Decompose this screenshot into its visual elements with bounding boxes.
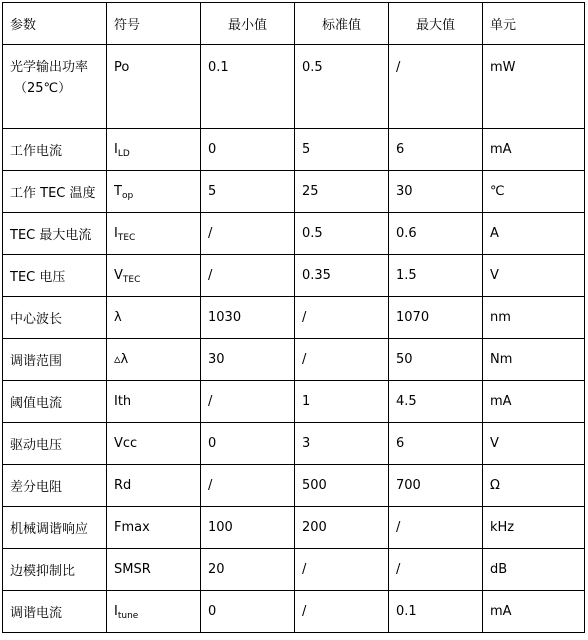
table-row <box>3 213 585 255</box>
typ-cell <box>295 297 389 339</box>
typ-cell <box>295 591 389 633</box>
symbol-text: I <box>114 226 118 241</box>
unit-cell <box>483 171 585 213</box>
max-cell <box>389 423 483 465</box>
unit-value: mW <box>490 60 516 75</box>
param-text: 边模抑制比 <box>10 564 76 579</box>
param-cell <box>3 255 107 297</box>
unit-value: A <box>490 226 499 241</box>
symbol-subscript: TEC <box>117 233 136 243</box>
max-value: / <box>396 60 401 75</box>
symbol-text: ▵λ <box>114 352 129 367</box>
min-cell <box>201 129 295 171</box>
typ-value: 0.5 <box>302 60 323 75</box>
header-min: 最小值 <box>201 3 295 45</box>
symbol-cell <box>107 507 201 549</box>
param-text: 调谐电流 <box>10 606 63 621</box>
max-cell <box>389 213 483 255</box>
unit-cell <box>483 549 585 591</box>
typ-value: / <box>302 604 307 619</box>
symbol-subscript: op <box>121 191 134 201</box>
min-cell <box>201 171 295 213</box>
max-value: 30 <box>396 184 413 199</box>
typ-value: 5 <box>302 142 311 157</box>
unit-cell <box>483 255 585 297</box>
typ-value: / <box>302 562 307 577</box>
param-line1: 光学输出功率 <box>10 60 89 75</box>
header-unit: 单元 <box>483 3 585 45</box>
min-value: / <box>208 226 213 241</box>
max-cell <box>389 171 483 213</box>
symbol-cell <box>107 171 201 213</box>
param-text: 工作电流 <box>10 144 63 159</box>
table-row <box>3 423 585 465</box>
typ-cell <box>295 339 389 381</box>
symbol-subscript: TEC <box>122 275 141 285</box>
typ-value: 1 <box>302 394 311 409</box>
min-value: 0 <box>208 436 217 451</box>
unit-cell <box>483 129 585 171</box>
min-cell <box>201 45 295 129</box>
typ-cell <box>295 423 389 465</box>
param-text: 工作 TEC 温度 <box>10 186 96 201</box>
max-value: 50 <box>396 352 413 367</box>
max-cell <box>389 507 483 549</box>
typ-cell <box>295 381 389 423</box>
unit-value: kHz <box>490 520 515 535</box>
max-cell <box>389 45 483 129</box>
max-value: 1.5 <box>396 268 417 283</box>
param-line2: （25℃） <box>14 81 72 96</box>
param-cell <box>3 591 107 633</box>
min-cell <box>201 339 295 381</box>
unit-value: V <box>490 436 499 451</box>
unit-cell <box>483 591 585 633</box>
unit-cell <box>483 213 585 255</box>
symbol-text: Ith <box>114 394 132 409</box>
typ-value: 3 <box>302 436 311 451</box>
unit-cell <box>483 297 585 339</box>
max-value: 0.1 <box>396 604 417 619</box>
min-cell <box>201 591 295 633</box>
max-cell <box>389 129 483 171</box>
symbol-text: λ <box>114 310 122 325</box>
symbol-cell <box>107 339 201 381</box>
min-value: 100 <box>208 520 233 535</box>
typ-cell <box>295 507 389 549</box>
symbol-cell <box>107 45 201 129</box>
max-value: 4.5 <box>396 394 417 409</box>
typ-value: 200 <box>302 520 327 535</box>
param-cell <box>3 507 107 549</box>
min-value: / <box>208 268 213 283</box>
symbol-cell <box>107 549 201 591</box>
symbol-cell <box>107 465 201 507</box>
max-value: 0.6 <box>396 226 417 241</box>
table-row <box>3 171 585 213</box>
unit-cell <box>483 45 585 129</box>
unit-value: Nm <box>490 352 513 367</box>
param-text: 驱动电压 <box>10 438 63 453</box>
unit-value: mA <box>490 394 512 409</box>
typ-value: / <box>302 310 307 325</box>
param-cell <box>3 297 107 339</box>
header-param: 参数 <box>3 3 107 45</box>
symbol-text: Po <box>114 60 130 75</box>
unit-value: V <box>490 268 499 283</box>
max-value: / <box>396 562 401 577</box>
table-row <box>3 465 585 507</box>
unit-value: mA <box>490 142 512 157</box>
typ-value: 0.5 <box>302 226 323 241</box>
min-value: 0 <box>208 604 217 619</box>
table-row <box>3 591 585 633</box>
header-max: 最大值 <box>389 3 483 45</box>
unit-cell <box>483 465 585 507</box>
param-cell <box>3 171 107 213</box>
min-value: 5 <box>208 184 217 199</box>
min-cell <box>201 297 295 339</box>
min-value: 20 <box>208 562 225 577</box>
unit-cell <box>483 507 585 549</box>
param-cell <box>3 213 107 255</box>
table-row <box>3 549 585 591</box>
param-cell <box>3 549 107 591</box>
unit-cell <box>483 381 585 423</box>
unit-cell <box>483 339 585 381</box>
table-row <box>3 45 585 129</box>
spec-table <box>2 2 585 633</box>
min-value: 1030 <box>208 310 242 325</box>
table-row <box>3 339 585 381</box>
min-cell <box>201 507 295 549</box>
symbol-cell <box>107 255 201 297</box>
param-text: TEC 电压 <box>10 270 66 285</box>
param-text: 阈值电流 <box>10 396 63 411</box>
param-text: 机械调谐响应 <box>10 522 89 537</box>
table-body <box>3 129 585 633</box>
header-row <box>3 3 585 45</box>
symbol-subscript: tune <box>117 611 139 621</box>
min-value: / <box>208 394 213 409</box>
symbol-text: T <box>114 184 122 199</box>
symbol-subscript: LD <box>117 149 130 159</box>
typ-cell <box>295 255 389 297</box>
max-cell <box>389 465 483 507</box>
param-text: TEC 最大电流 <box>10 228 92 243</box>
unit-value: nm <box>490 310 511 325</box>
max-cell <box>389 591 483 633</box>
min-cell <box>201 381 295 423</box>
typ-cell <box>295 465 389 507</box>
min-cell <box>201 423 295 465</box>
unit-cell <box>483 423 585 465</box>
max-cell <box>389 297 483 339</box>
header-symbol: 符号 <box>107 3 201 45</box>
typ-cell <box>295 549 389 591</box>
param-cell <box>3 45 107 129</box>
symbol-text: Rd <box>114 478 132 493</box>
symbol-text: V <box>114 268 123 283</box>
unit-value: ℃ <box>490 184 505 199</box>
symbol-text: Vcc <box>114 436 138 451</box>
max-cell <box>389 381 483 423</box>
min-cell <box>201 465 295 507</box>
max-value: 700 <box>396 478 421 493</box>
symbol-cell <box>107 381 201 423</box>
min-cell <box>201 549 295 591</box>
unit-value: mA <box>490 604 512 619</box>
symbol-text: I <box>114 142 118 157</box>
max-value: 6 <box>396 436 405 451</box>
typ-value: 500 <box>302 478 327 493</box>
symbol-cell <box>107 297 201 339</box>
param-text: 差分电阻 <box>10 480 63 495</box>
param-cell <box>3 381 107 423</box>
max-value: 6 <box>396 142 405 157</box>
typ-value: 0.35 <box>302 268 331 283</box>
symbol-text: Fmax <box>114 520 150 535</box>
min-cell <box>201 255 295 297</box>
symbol-cell <box>107 129 201 171</box>
symbol-text: SMSR <box>114 562 151 577</box>
typ-cell <box>295 129 389 171</box>
param-cell <box>3 339 107 381</box>
unit-value: dB <box>490 562 508 577</box>
table-row <box>3 297 585 339</box>
min-cell <box>201 213 295 255</box>
param-cell <box>3 129 107 171</box>
min-value: / <box>208 478 213 493</box>
symbol-cell <box>107 213 201 255</box>
typ-value: 25 <box>302 184 319 199</box>
param-cell <box>3 465 107 507</box>
symbol-text: I <box>114 604 118 619</box>
typ-value: / <box>302 352 307 367</box>
param-text: 中心波长 <box>10 312 63 327</box>
min-value: 0.1 <box>208 60 229 75</box>
min-value: 30 <box>208 352 225 367</box>
min-value: 0 <box>208 142 217 157</box>
typ-cell <box>295 45 389 129</box>
typ-cell <box>295 171 389 213</box>
table-row <box>3 381 585 423</box>
unit-value: Ω <box>490 478 500 493</box>
header-typ: 标准值 <box>295 3 389 45</box>
max-cell <box>389 339 483 381</box>
typ-cell <box>295 213 389 255</box>
max-cell <box>389 549 483 591</box>
param-text: 调谐范围 <box>10 354 63 369</box>
max-cell <box>389 255 483 297</box>
param-cell <box>3 423 107 465</box>
table-row <box>3 255 585 297</box>
max-value: 1070 <box>396 310 430 325</box>
max-value: / <box>396 520 401 535</box>
symbol-cell <box>107 591 201 633</box>
table-row <box>3 129 585 171</box>
table-row <box>3 507 585 549</box>
symbol-cell <box>107 423 201 465</box>
